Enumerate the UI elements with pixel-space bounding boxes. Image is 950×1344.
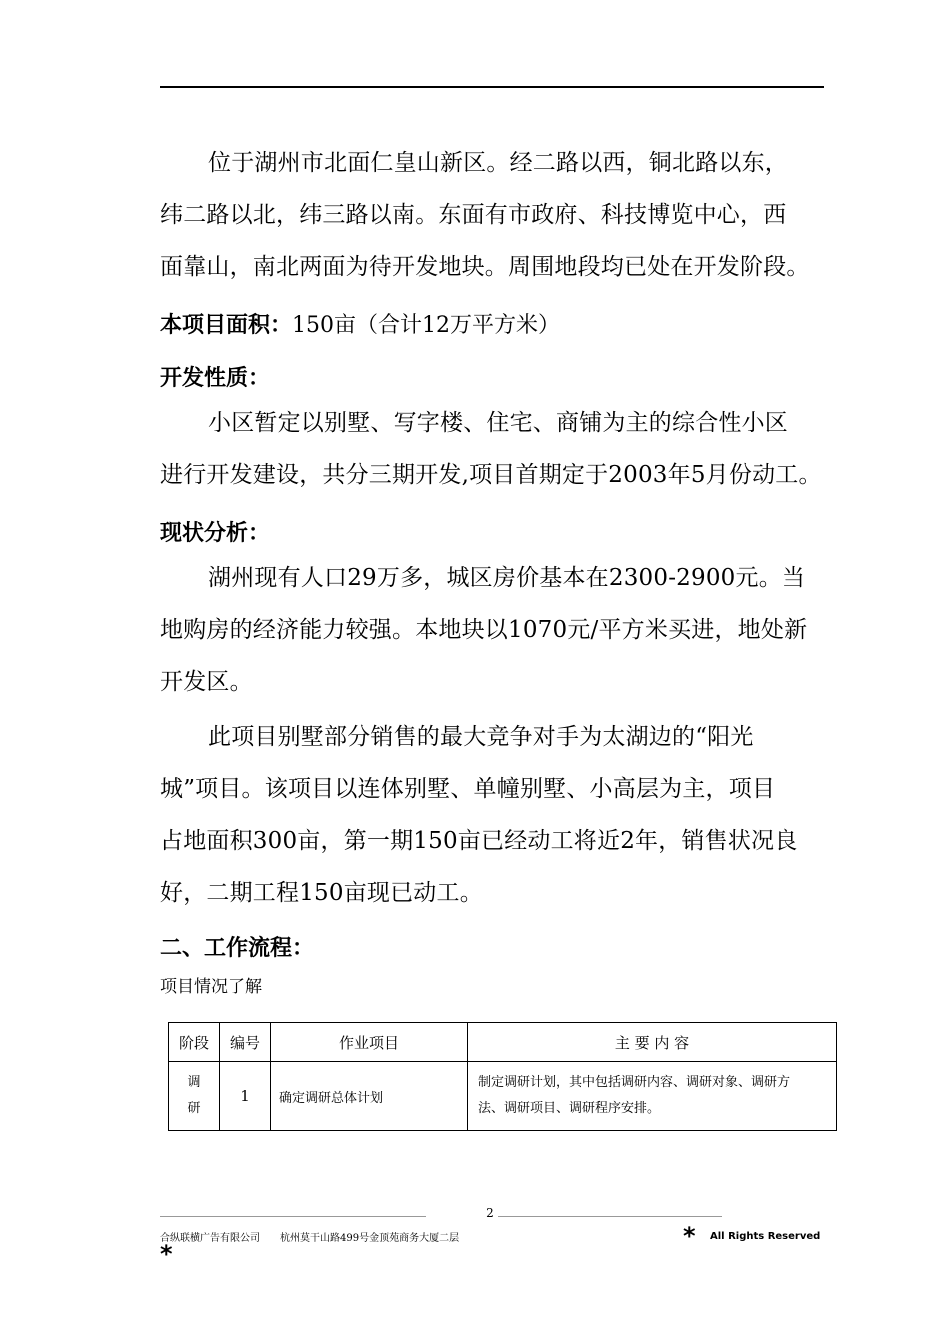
location-paragraph xyxy=(160,137,832,293)
paragraph-line: 小区暂定以别墅、写字楼、住宅、商铺为主的综合性小区 xyxy=(208,410,788,436)
paragraph-line: 地购房的经济能力较强。本地块以1070元/平方米买进，地处新 xyxy=(160,617,808,643)
competitor-paragraph xyxy=(160,711,832,919)
content-cell xyxy=(468,1062,837,1131)
area-value: 150亩（合计12万平方米） xyxy=(292,313,561,338)
star-icon: * xyxy=(160,1240,173,1268)
header-number: 编号 xyxy=(220,1023,271,1062)
workflow-table xyxy=(168,1022,837,1131)
status-heading: 现状分析： xyxy=(160,521,271,546)
paragraph-line: 进行开发建设，共分三期开发,项目首期定于2003年5月份动工。 xyxy=(160,462,822,488)
paragraph-line: 占地面积300亩，第一期150亩已经动工将近2年，销售状况良 xyxy=(160,828,798,854)
footer-rights: All Rights Reserved xyxy=(710,1231,821,1242)
paragraph-line: 此项目别墅部分销售的最大竞争对手为太湖边的“阳光 xyxy=(208,724,754,750)
footer-rule xyxy=(160,1216,426,1217)
area-label: 本项目面积： xyxy=(160,313,293,338)
item-cell: 确定调研总体计划 xyxy=(271,1062,468,1131)
nature-heading: 开发性质： xyxy=(160,366,271,391)
header-rule xyxy=(160,86,824,88)
paragraph-line: 好，二期工程150亩现已动工。 xyxy=(160,880,483,906)
footer-rule xyxy=(498,1216,722,1217)
paragraph-line: 开发区。 xyxy=(160,669,253,695)
paragraph-line: 位于湖州市北面仁皇山新区。经二路以西，铜北路以东， xyxy=(208,150,788,176)
paragraph-line: 城”项目。该项目以连体别墅、单幢别墅、小高层为主，项目 xyxy=(160,776,776,802)
stage-cell xyxy=(169,1062,220,1131)
paragraph-line: 湖州现有人口29万多，城区房价基本在2300-2900元。当 xyxy=(208,565,806,591)
status-paragraph xyxy=(160,552,832,708)
page-number: 2 xyxy=(486,1206,494,1220)
content-text: 法、调研项目、调研程序安排。 xyxy=(478,1101,661,1116)
paragraph-line: 面靠山，南北两面为待开发地块。周围地段均已处在开发阶段。 xyxy=(160,254,810,280)
star-icon: * xyxy=(683,1222,696,1250)
stage-text: 研 xyxy=(187,1101,201,1116)
footer-address: 杭州莫干山路499号金顶苑商务大厦二层 xyxy=(280,1233,460,1244)
workflow-subheading: 项目情况了解 xyxy=(160,977,262,997)
stage-text: 调 xyxy=(187,1075,201,1090)
header-item: 作业项目 xyxy=(271,1023,468,1062)
number-cell: 1 xyxy=(220,1062,271,1131)
area-line xyxy=(160,308,560,339)
footer-company: 合纵联横广告有限公司 xyxy=(160,1233,260,1244)
table-header-row xyxy=(169,1023,837,1062)
header-stage: 阶段 xyxy=(169,1023,220,1062)
table-row xyxy=(169,1062,837,1131)
content-text: 制定调研计划，其中包括调研内容、调研对象、调研方 xyxy=(478,1075,791,1090)
header-content: 主 要 内 容 xyxy=(468,1023,837,1062)
workflow-heading: 二、工作流程： xyxy=(160,936,315,961)
paragraph-line: 纬二路以北，纬三路以南。东面有市政府、科技博览中心，西 xyxy=(160,202,787,228)
nature-paragraph xyxy=(160,397,832,501)
